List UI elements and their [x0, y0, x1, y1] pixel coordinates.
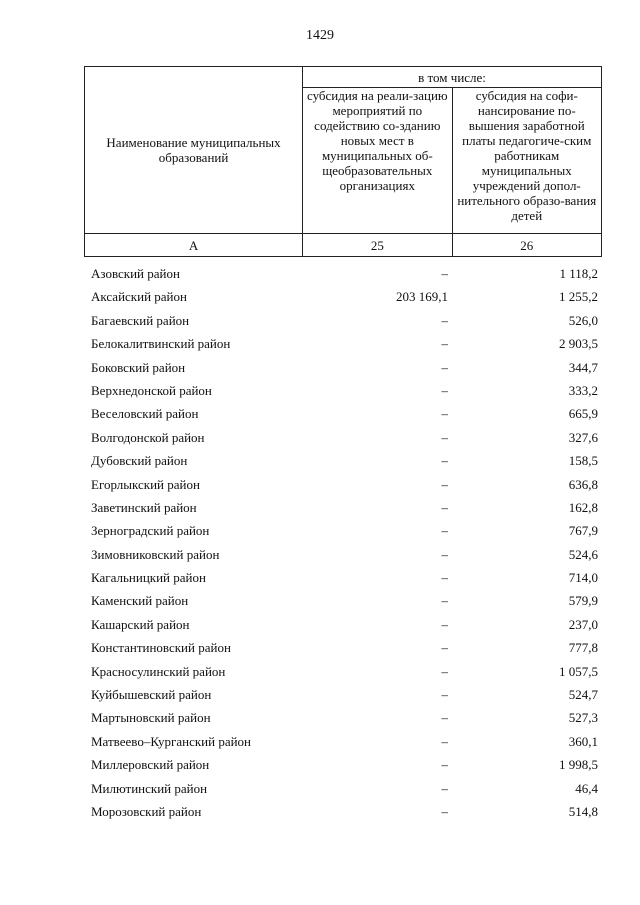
row-value-col25: – [441, 710, 448, 726]
row-municipality-name: Константиновский район [91, 640, 231, 656]
row-value-col26: 158,5 [568, 453, 598, 469]
table-row [84, 683, 602, 706]
table-body [84, 262, 602, 823]
row-value-col26: 237,0 [568, 616, 598, 632]
table-row [84, 660, 602, 683]
row-value-col25: 203 169,1 [396, 289, 448, 305]
header-col25-title: субсидия на реали-зацию мероприятий по содействию со-зданию новых мест в муниципальных об-щеобразовательных организациях [303, 88, 452, 234]
row-municipality-name: Милютинский район [91, 780, 208, 796]
row-value-col26: 333,2 [568, 382, 598, 398]
row-municipality-name: Веселовский район [91, 406, 199, 422]
row-value-col26: 1 118,2 [559, 266, 598, 281]
table-row [84, 519, 602, 542]
row-municipality-name: Боковский район [91, 359, 186, 375]
header-including: в том числе: [303, 67, 602, 88]
row-municipality-name: Матвеево–Курганский район [91, 733, 252, 749]
row-value-col26: 514,8 [568, 803, 598, 819]
row-value-col25: – [441, 266, 448, 281]
row-municipality-name: Зимовниковский район [91, 546, 220, 562]
row-municipality-name: Красносулинский район [91, 663, 226, 679]
row-value-col25: – [441, 546, 448, 562]
row-value-col26: 46,4 [575, 780, 598, 796]
row-municipality-name: Куйбышевский район [91, 687, 212, 703]
row-value-col25: – [441, 616, 448, 632]
row-value-col25: – [441, 780, 448, 796]
row-municipality-name: Азовский район [91, 266, 180, 281]
row-municipality-name: Багаевский район [91, 312, 190, 328]
row-value-col26: 1 255,2 [559, 289, 598, 305]
table-row [84, 636, 602, 659]
row-municipality-name: Мартыновский район [91, 710, 211, 726]
table-row [84, 800, 602, 823]
row-value-col26: 2 903,5 [559, 336, 598, 352]
row-value-col26: 524,7 [568, 687, 598, 703]
row-value-col25: – [441, 803, 448, 819]
row-value-col25: – [441, 476, 448, 492]
table-row [84, 402, 602, 425]
row-value-col26: 527,3 [568, 710, 598, 726]
row-value-col26: 360,1 [568, 733, 598, 749]
row-municipality-name: Белокалитвинский район [91, 336, 231, 352]
table-row [84, 449, 602, 472]
header-index-col25: 25 [303, 234, 452, 257]
table-row [84, 262, 602, 285]
table-row [84, 589, 602, 612]
row-value-col26: 714,0 [568, 570, 598, 586]
row-value-col26: 526,0 [568, 312, 598, 328]
table-row [84, 706, 602, 729]
header-col26-title: субсидия на софи-нансирование по-вышения заработной платы педагогиче-ским работникам муниципальных учреждений допол-нительного образо-вания детей [452, 88, 601, 234]
row-municipality-name: Каменский район [91, 593, 189, 609]
table-row [84, 730, 602, 753]
row-value-col25: – [441, 336, 448, 352]
row-value-col25: – [441, 687, 448, 703]
row-value-col26: 1 057,5 [559, 663, 598, 679]
row-municipality-name: Егорлыкский район [91, 476, 200, 492]
row-value-col25: – [441, 640, 448, 656]
page-number: 1429 [306, 28, 334, 43]
row-value-col26: 1 998,5 [559, 757, 598, 773]
row-value-col26: 636,8 [568, 476, 598, 492]
row-value-col25: – [441, 359, 448, 375]
table-row [84, 613, 602, 636]
row-value-col25: – [441, 406, 448, 422]
table-row [84, 332, 602, 355]
row-municipality-name: Зерноградский район [91, 523, 210, 539]
row-value-col25: – [441, 663, 448, 679]
row-value-col25: – [441, 453, 448, 469]
table-row [84, 285, 602, 308]
table-row [84, 426, 602, 449]
row-value-col25: – [441, 429, 448, 445]
row-value-col25: – [441, 499, 448, 515]
row-value-col25: – [441, 757, 448, 773]
row-value-col25: – [441, 593, 448, 609]
row-value-col26: 344,7 [568, 359, 598, 375]
row-value-col25: – [441, 733, 448, 749]
row-municipality-name: Дубовский район [91, 453, 188, 469]
row-value-col26: 327,6 [568, 429, 598, 445]
table-row [84, 777, 602, 800]
row-municipality-name: Кашарский район [91, 616, 190, 632]
table-row [84, 379, 602, 402]
table-row [84, 566, 602, 589]
table-row [84, 356, 602, 379]
row-value-col26: 524,6 [568, 546, 598, 562]
table-row [84, 496, 602, 519]
row-municipality-name: Верхнедонской район [91, 382, 212, 398]
header-index-name: А [85, 234, 303, 257]
row-municipality-name: Морозовский район [91, 803, 202, 819]
header-name-column: Наименование муниципальных образований [85, 67, 303, 234]
header-index-col26: 26 [452, 234, 601, 257]
row-value-col26: 777,8 [568, 640, 598, 656]
row-municipality-name: Волгодонской район [91, 429, 205, 445]
row-value-col25: – [441, 570, 448, 586]
row-value-col26: 767,9 [568, 523, 598, 539]
table-row [84, 309, 602, 332]
row-value-col25: – [441, 382, 448, 398]
table-row [84, 543, 602, 566]
table-header [84, 66, 602, 257]
row-value-col25: – [441, 523, 448, 539]
row-value-col26: 665,9 [568, 406, 598, 422]
row-value-col26: 579,9 [568, 593, 598, 609]
row-municipality-name: Миллеровский район [91, 757, 210, 773]
table-row [84, 473, 602, 496]
row-municipality-name: Кагальницкий район [91, 570, 206, 586]
row-value-col26: 162,8 [568, 499, 598, 515]
row-value-col25: – [441, 312, 448, 328]
row-municipality-name: Заветинский район [91, 499, 197, 515]
table-row [84, 753, 602, 776]
row-municipality-name: Аксайский район [91, 289, 187, 305]
